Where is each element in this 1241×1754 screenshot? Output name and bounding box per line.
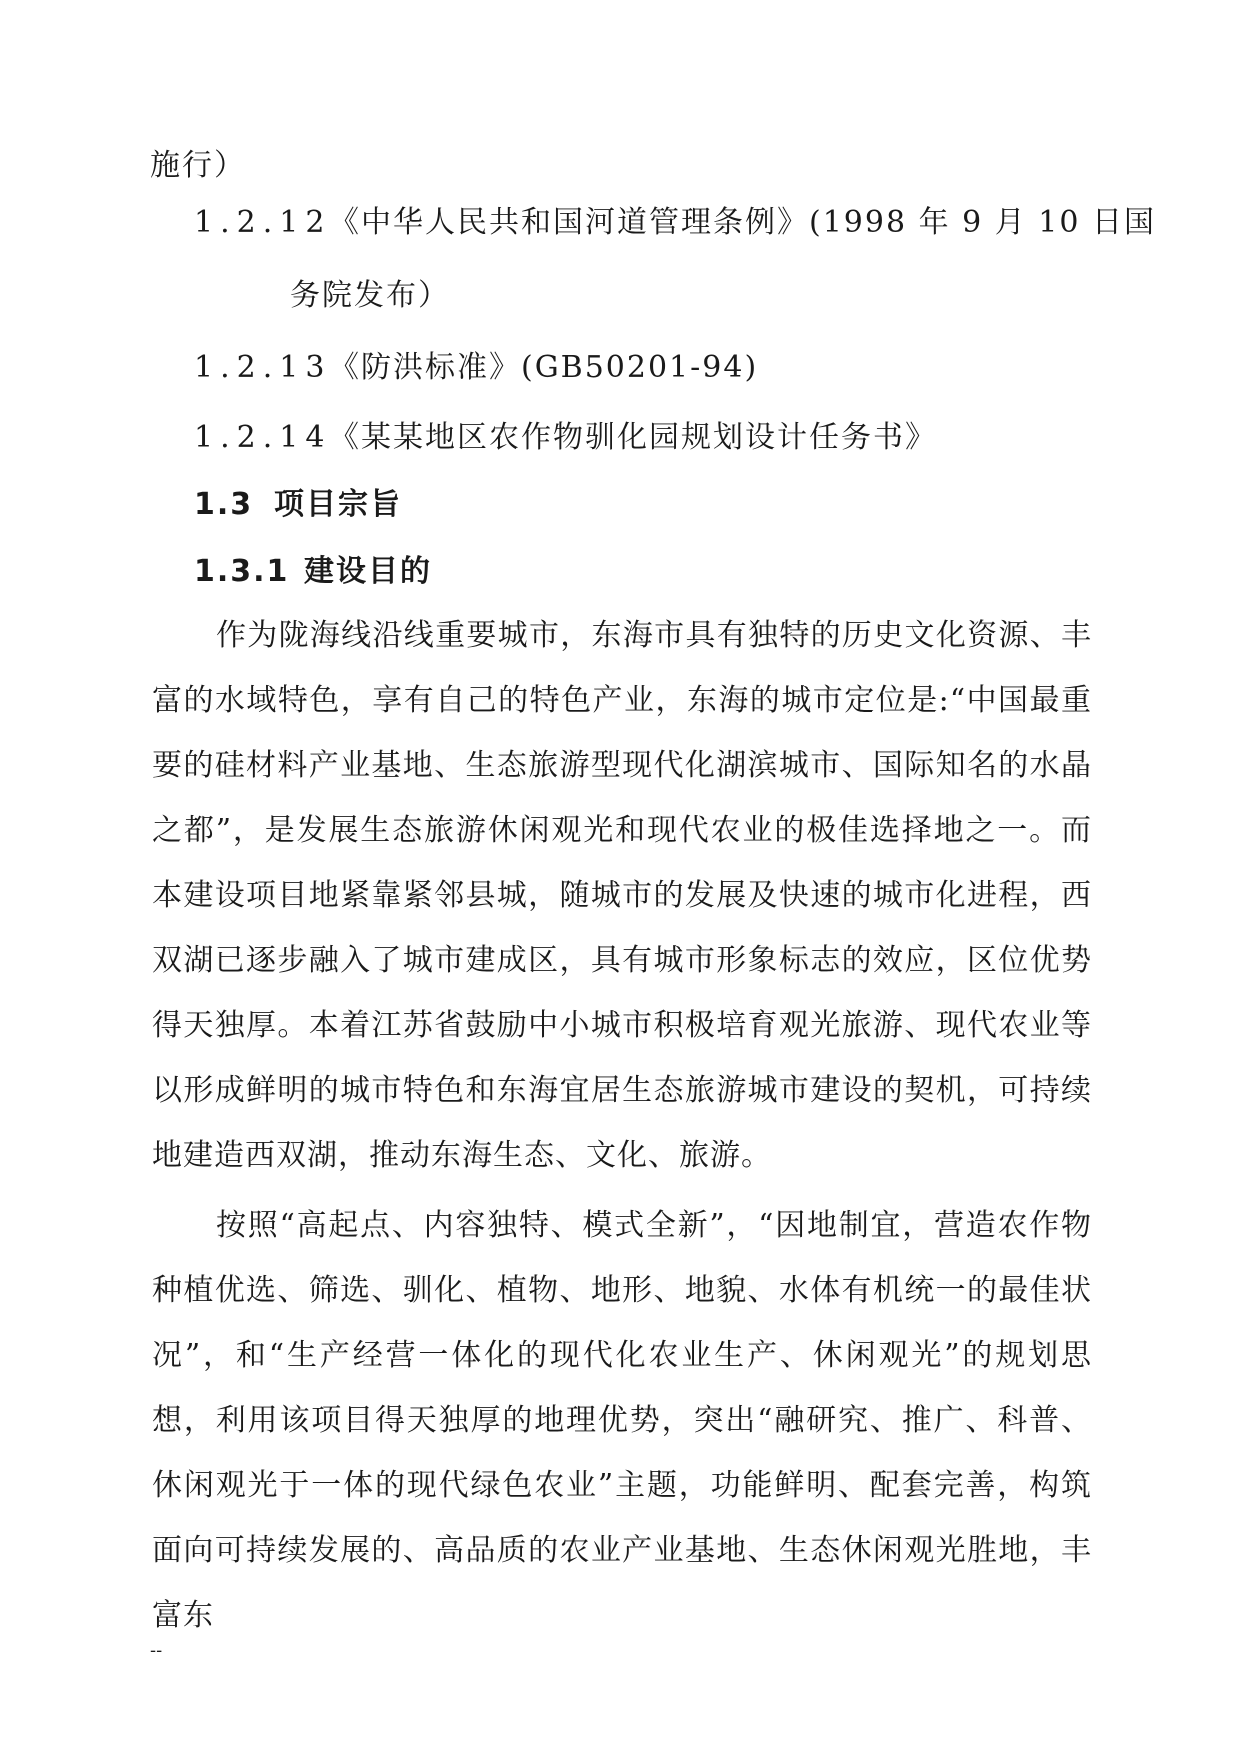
subsection-title: 建设目的 bbox=[304, 554, 432, 589]
reference-item bbox=[194, 205, 1156, 241]
section-title: 项目宗旨 bbox=[274, 487, 402, 522]
subsection-number: 1.3.1 bbox=[194, 554, 290, 589]
reference-title: 《中华人民共和国河道管理条例》(1998 年 9 月 10 日国 bbox=[329, 205, 1156, 240]
reference-continuation: 务院发布） bbox=[290, 278, 450, 313]
section-number: 1.3 bbox=[194, 487, 254, 522]
body-paragraph: 按照“高起点、内容独特、模式全新”，“因地制宜，营造农作物种植优选、筛选、驯化、植物、地形、地貌、水体有机统一的最佳状况”，和“生产经营一体化的现代化农业生产、休闲观光”的规划思想，利用该项目得天独厚的地理优势，突出“融研究、推广、科普、休闲观光于一体的现代绿色农业”主题，功能鲜明、配套完善，构筑面向可持续发展的、高品质的农业产业基地、生态休闲观光胜地，丰富东 bbox=[152, 1208, 1092, 1633]
subsection-heading bbox=[194, 554, 432, 590]
reference-item bbox=[194, 420, 937, 456]
footer-mark: -- bbox=[150, 1640, 163, 1661]
reference-title: 《某某地区农作物驯化园规划设计任务书》 bbox=[329, 420, 937, 455]
reference-number: 1.2.14 bbox=[194, 420, 332, 455]
continuation-text: 施行） bbox=[150, 148, 246, 183]
reference-title: 《防洪标准》(GB50201-94) bbox=[329, 350, 759, 385]
body-paragraph: 作为陇海线沿线重要城市，东海市具有独特的历史文化资源、丰富的水域特色，享有自己的特色产业，东海的城市定位是:“中国最重要的硅材料产业基地、生态旅游型现代化湖滨城市、国际知名的水晶之都”，是发展生态旅游休闲观光和现代农业的极佳选择地之一。而本建设项目地紧靠紧邻县城，随城市的发展及快速的城市化进程，西双湖已逐步融入了城市建成区，具有城市形象标志的效应，区位优势得天独厚。本着江苏省鼓励中小城市积极培育观光旅游、现代农业等以形成鲜明的城市特色和东海宜居生态旅游城市建设的契机，可持续地建造西双湖，推动东海生态、文化、旅游。 bbox=[152, 618, 1092, 1173]
reference-number: 1.2.12 bbox=[194, 205, 332, 240]
section-heading bbox=[194, 487, 402, 523]
reference-item bbox=[194, 350, 758, 386]
reference-number: 1.2.13 bbox=[194, 350, 332, 385]
